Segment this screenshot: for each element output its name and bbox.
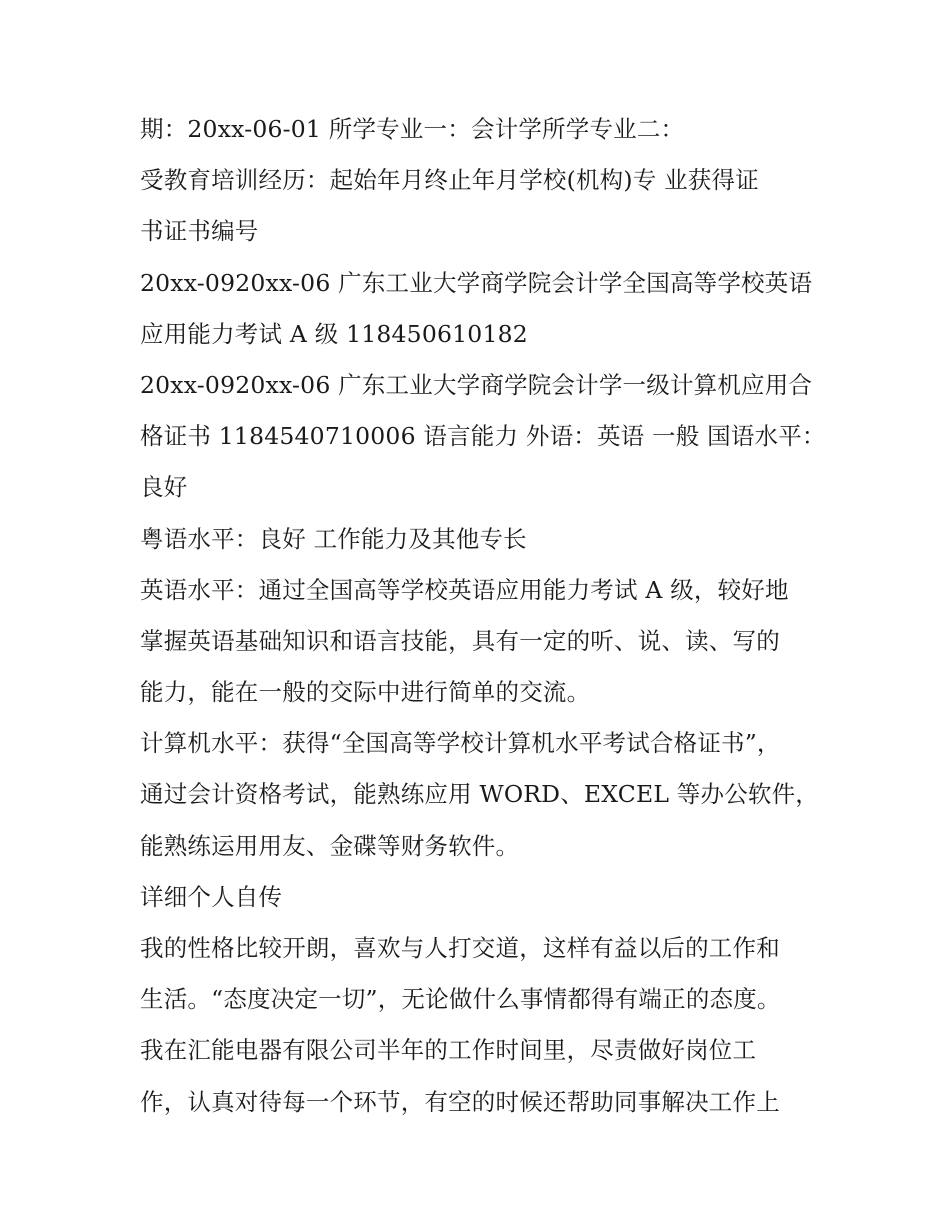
text-line: 通过会计资格考试，能熟练应用 WORD、EXCEL 等办公软件， — [140, 780, 820, 809]
text-line: 书证书编号 — [140, 217, 259, 246]
text-line: 英语水平：通过全国高等学校英语应用能力考试 A 级，较好地 — [140, 575, 789, 604]
text-line: 20xx-0920xx-06 广东工业大学商学院会计学一级计算机应用合 — [140, 370, 813, 399]
text-line: 能熟练运用用友、金碟等财务软件。 — [140, 831, 520, 860]
text-line: 20xx-0920xx-06 广东工业大学商学院会计学全国高等学校英语 — [140, 268, 813, 297]
text-line: 能力，能在一般的交际中进行简单的交流。 — [140, 678, 591, 707]
text-line: 计算机水平：获得“全国高等学校计算机水平考试合格证书”， — [140, 729, 781, 758]
text-line: 掌握英语基础知识和语言技能，具有一定的听、说、读、写的 — [140, 626, 780, 655]
text-line: 粤语水平：良好 工作能力及其他专长 — [140, 524, 527, 553]
text-line: 作，认真对待每一个环节，有空的时候还帮助同事解决工作上 — [140, 1087, 780, 1116]
section-heading: 详细个人自传 — [140, 882, 283, 911]
text-line: 生活。“态度决定一切”，无论做什么事情都得有端正的态度。 — [140, 985, 781, 1014]
text-line: 受教育培训经历：起始年月终止年月学校(机构)专 业获得证 — [140, 166, 759, 195]
text-line: 期：20xx-06-01 所学专业一：会计学所学专业二： — [140, 115, 685, 143]
text-line: 良好 — [140, 473, 188, 502]
document-body — [140, 104, 830, 1128]
text-line: 我的性格比较开朗，喜欢与人打交道，这样有益以后的工作和 — [140, 934, 780, 962]
text-line: 格证书 1184540710006 语言能力 外语：英语 一般 国语水平： — [140, 422, 826, 451]
text-line: 应用能力考试 A 级 118450610182 — [140, 319, 528, 348]
text-line: 我在汇能电器有限公司半年的工作时间里，尽责做好岗位工 — [140, 1036, 757, 1065]
